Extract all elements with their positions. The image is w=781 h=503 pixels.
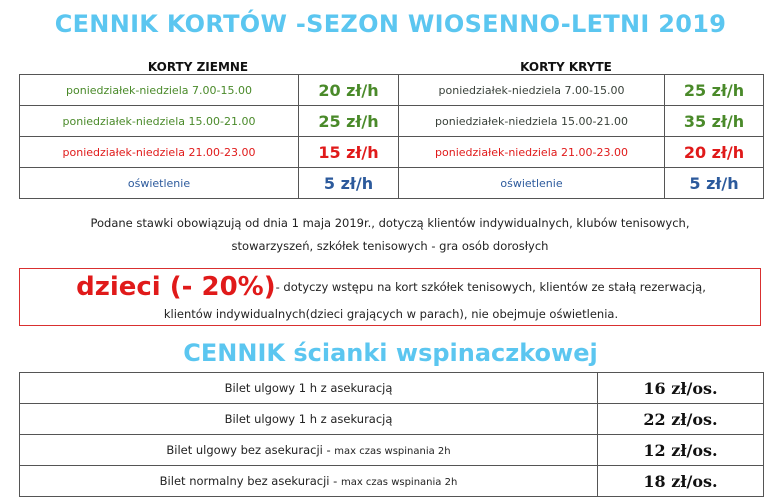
court-time-label: poniedziałek-niedziela 7.00-15.00 <box>399 75 665 106</box>
court-time-label: poniedziałek-niedziela 15.00-21.00 <box>399 106 665 137</box>
ticket-label <box>20 435 598 466</box>
table-row <box>20 435 764 466</box>
table-row <box>20 106 764 137</box>
table-row <box>20 168 764 199</box>
ticket-label <box>20 466 598 497</box>
rates-note-line: stowarzyszeń, szkółek tenisowych - gra osób dorosłych <box>231 239 549 253</box>
table-row <box>20 404 764 435</box>
kids-discount-text: - dotyczy wstępu na kort szkółek tenisowych, klientów ze stałą rezerwacją, <box>275 280 706 294</box>
court-price: 25 zł/h <box>665 75 764 106</box>
ticket-label <box>20 404 598 435</box>
header-indoor-courts: KORTY KRYTE <box>520 60 612 74</box>
ticket-limit: max czas wspinania 2h <box>340 477 458 488</box>
header-clay-courts: KORTY ZIEMNE <box>147 60 249 74</box>
ticket-price: 18 zł/os. <box>598 466 764 497</box>
rates-note-line: Podane stawki obowiązują od dnia 1 maja 2019r., dotyczą klientów indywidualnych, klubów tenisowych, <box>90 216 690 230</box>
ticket-name: Bilet ulgowy bez asekuracji - <box>166 443 331 457</box>
ticket-price: 22 zł/os. <box>598 404 764 435</box>
table-row <box>20 75 764 106</box>
court-price: 20 zł/h <box>299 75 399 106</box>
court-price: 5 zł/h <box>299 168 399 199</box>
climbing-price-table <box>19 372 764 497</box>
ticket-label <box>20 373 598 404</box>
ticket-price: 12 zł/os. <box>598 435 764 466</box>
court-time-label: poniedziałek-niedziela 7.00-15.00 <box>20 75 299 106</box>
table-row <box>20 137 764 168</box>
court-price: 25 zł/h <box>299 106 399 137</box>
court-price: 5 zł/h <box>665 168 764 199</box>
kids-discount-box <box>19 268 761 326</box>
court-price: 15 zł/h <box>299 137 399 168</box>
page-title: CENNIK KORTÓW -SEZON WIOSENNO-LETNI 2019 <box>54 10 727 38</box>
court-price: 20 zł/h <box>665 137 764 168</box>
table-row <box>20 466 764 497</box>
courts-price-table <box>19 74 764 199</box>
ticket-limit: max czas wspinania 2h <box>334 446 451 457</box>
court-time-label: oświetlenie <box>399 168 665 199</box>
ticket-name: Bilet ulgowy 1 h z asekuracją <box>224 412 393 426</box>
kids-discount-text: klientów indywidualnych(dzieci grających w parach), nie obejmuje oświetlenia. <box>163 307 619 321</box>
court-time-label: poniedziałek-niedziela 15.00-21.00 <box>20 106 299 137</box>
ticket-price: 16 zł/os. <box>598 373 764 404</box>
court-price: 35 zł/h <box>665 106 764 137</box>
table-row <box>20 373 764 404</box>
climbing-title: CENNIK ścianki wspinaczkowej <box>183 339 598 367</box>
ticket-name: Bilet normalny bez asekuracji - <box>159 474 338 488</box>
court-time-label: poniedziałek-niedziela 21.00-23.00 <box>20 137 299 168</box>
ticket-name: Bilet ulgowy 1 h z asekuracją <box>224 381 393 395</box>
rates-note <box>20 212 760 258</box>
court-time-label: poniedziałek-niedziela 21.00-23.00 <box>399 137 665 168</box>
kids-discount-headline: dzieci (- 20%) <box>76 272 276 302</box>
court-time-label: oświetlenie <box>20 168 299 199</box>
